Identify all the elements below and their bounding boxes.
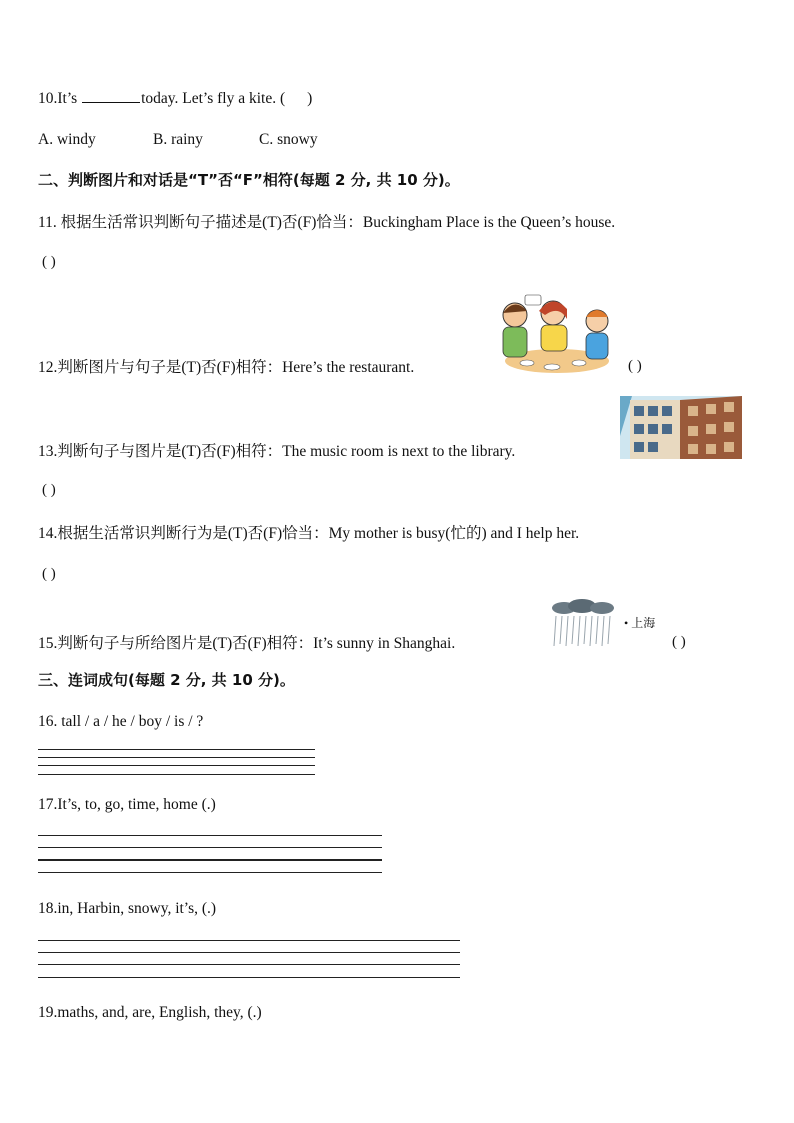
question-12: 12.判断图片与句子是(T)否(F)相符：Here’s the restaurant. <box>38 359 415 376</box>
question-11: 11. 根据生活常识判断句子描述是(T)否(F)恰当：Buckingham Place is the Queen’s house. <box>38 214 616 231</box>
question-10 <box>38 88 312 109</box>
option-c[interactable]: C. snowy <box>259 131 318 148</box>
q15-answer-paren[interactable]: ( ) <box>672 634 686 650</box>
writing-line[interactable] <box>38 847 382 848</box>
question-15: 15.判断句子与所给图片是(T)否(F)相符：It’s sunny in Shanghai. <box>38 635 456 652</box>
writing-line[interactable] <box>38 757 315 758</box>
writing-line[interactable] <box>38 749 315 750</box>
writing-line[interactable] <box>38 859 382 861</box>
option-b[interactable]: B. rainy <box>153 131 203 148</box>
shanghai-map-label: • 上海 <box>624 616 656 630</box>
q10-text-before: 10.It’s <box>38 90 82 107</box>
question-18: 18.in, Harbin, snowy, it’s, (.) <box>38 900 217 917</box>
question-13: 13.判断句子与图片是(T)否(F)相符：The music room is next to the library. <box>38 443 516 460</box>
writing-line[interactable] <box>38 765 315 766</box>
section-3-title: 三、连词成句(每题 2 分, 共 10 分)。 <box>38 671 295 689</box>
q11-answer-paren[interactable]: ( ) <box>42 254 56 270</box>
rain-cloud-icon <box>548 598 620 650</box>
answer-blank[interactable] <box>82 88 140 103</box>
q10-options <box>38 130 318 150</box>
question-17: 17.It’s, to, go, time, home (.) <box>38 796 216 813</box>
writing-line[interactable] <box>38 964 460 965</box>
question-19: 19.maths, and, are, English, they, (.) <box>38 1004 262 1021</box>
writing-line[interactable] <box>38 977 460 978</box>
q13-answer-paren[interactable]: ( ) <box>42 482 56 498</box>
writing-line[interactable] <box>38 952 460 953</box>
question-16: 16. tall / a / he / boy / is / ? <box>38 713 204 730</box>
q12-answer-paren[interactable]: ( ) <box>628 358 642 374</box>
family-dinner-image <box>497 293 617 375</box>
writing-line[interactable] <box>38 872 382 873</box>
option-a[interactable]: A. windy <box>38 131 96 148</box>
school-building-image <box>620 396 742 459</box>
writing-line[interactable] <box>38 774 315 775</box>
q10-close-paren: ) <box>307 90 313 107</box>
q14-answer-paren[interactable]: ( ) <box>42 566 56 582</box>
section-2-title: 二、判断图片和对话是“T”否“F”相符(每题 2 分, 共 10 分)。 <box>38 171 460 189</box>
writing-line[interactable] <box>38 835 382 836</box>
question-14: 14.根据生活常识判断行为是(T)否(F)恰当：My mother is busy(忙的) and I help her. <box>38 525 580 542</box>
writing-line[interactable] <box>38 940 460 941</box>
q10-text-after: today. Let’s fly a kite. ( <box>141 90 286 107</box>
